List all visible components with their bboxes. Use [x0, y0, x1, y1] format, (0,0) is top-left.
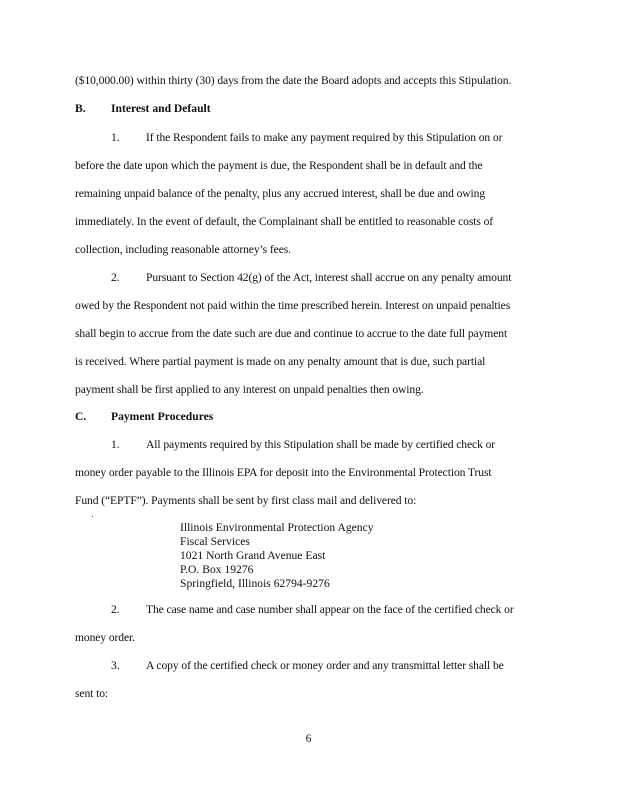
b2-line: payment shall be first applied to any interest on unpaid penalties then owing.	[75, 383, 424, 396]
section-b-letter: B.	[75, 102, 86, 115]
address-line: Fiscal Services	[180, 535, 250, 548]
scan-speck	[92, 516, 93, 517]
c3-first-line: A copy of the certified check or money order and any transmittal letter shall be	[146, 659, 504, 672]
address-line: Illinois Environmental Protection Agency	[180, 521, 374, 534]
b1-number: 1.	[111, 131, 120, 144]
b1-line: immediately. In the event of default, the Complainant shall be entitled to reasonable costs of	[75, 215, 494, 228]
section-b-title: Interest and Default	[111, 102, 211, 115]
c1-number: 1.	[111, 438, 120, 451]
b2-line: shall begin to accrue from the date such are due and continue to accrue to the date full payment	[75, 327, 508, 340]
b1-line: remaining unpaid balance of the penalty, plus any accrued interest, shall be due and owing	[75, 187, 486, 200]
page-number: 6	[305, 732, 312, 745]
b2-line: owed by the Respondent not paid within the time prescribed herein. Interest on unpaid penalties	[75, 299, 511, 312]
c1-first-line: All payments required by this Stipulation shall be made by certified check or	[146, 438, 496, 451]
address-line: 1021 North Grand Avenue East	[180, 549, 326, 562]
b1-first-line: If the Respondent fails to make any payment required by this Stipulation on or	[146, 131, 503, 144]
b2-first-line: Pursuant to Section 42(g) of the Act, interest shall accrue on any penalty amount	[146, 271, 512, 284]
c1-line: Fund (“EPTF”). Payments shall be sent by first class mail and delivered to:	[75, 494, 417, 507]
c1-line: money order payable to the Illinois EPA for deposit into the Environmental Protection Trust	[75, 466, 492, 479]
continuation-line: ($10,000.00) within thirty (30) days from the date the Board adopts and accepts this Stipulation.	[75, 74, 512, 87]
section-c-title: Payment Procedures	[111, 410, 214, 423]
c2-first-line: The case name and case number shall appear on the face of the certified check or	[146, 603, 514, 616]
address-line: Springfield, Illinois 62794-9276	[180, 577, 330, 590]
address-line: P.O. Box 19276	[180, 563, 254, 576]
c2-line: money order.	[75, 631, 135, 644]
c3-line: sent to:	[75, 687, 109, 700]
b1-line: before the date upon which the payment is due, the Respondent shall be in default and the	[75, 159, 483, 172]
b2-number: 2.	[111, 271, 120, 284]
b1-line: collection, including reasonable attorney’s fees.	[75, 243, 291, 256]
b2-line: is received. Where partial payment is made on any penalty amount that is due, such partial	[75, 355, 486, 368]
section-c-letter: C.	[75, 410, 87, 423]
c3-number: 3.	[111, 659, 120, 672]
c2-number: 2.	[111, 603, 120, 616]
